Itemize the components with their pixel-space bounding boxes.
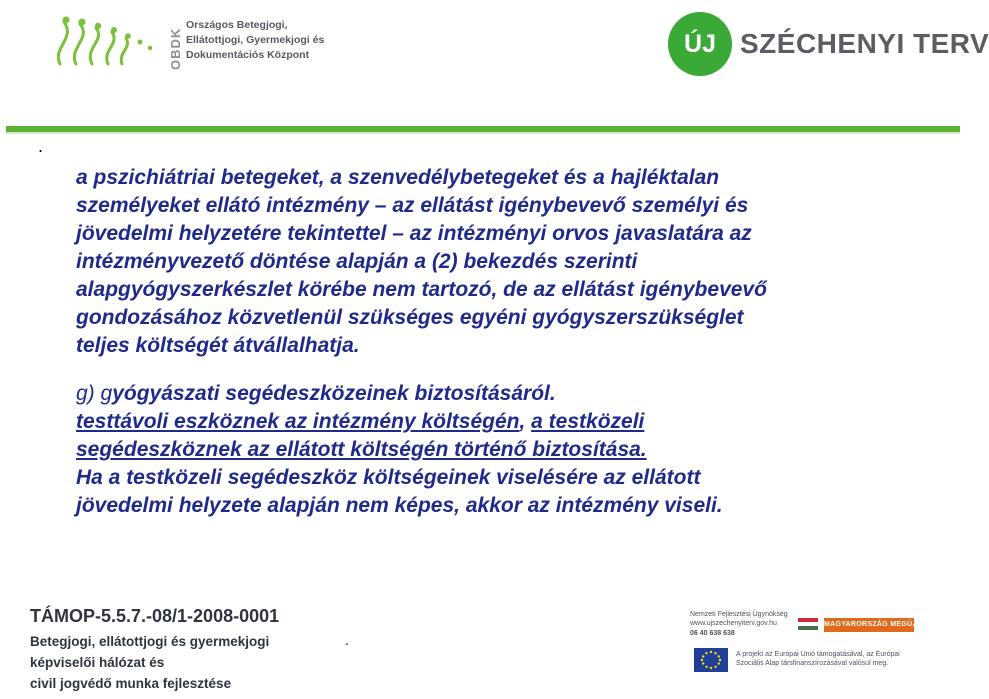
obdk-name-line: Dokumentációs Központ (186, 49, 310, 61)
obdk-vertical-label: OBDK (168, 27, 183, 70)
text-line: Ha a testközeli segédeszköz költségeinek viselésére az ellátott (76, 466, 701, 489)
project-code: TÁMOP-5.5.7.-08/1-2008-0001 (30, 606, 280, 626)
agency-line: Nemzeti Fejlesztési Ügynökség (690, 611, 788, 618)
header-divider-shadow (6, 132, 960, 134)
text-line: gondozásához közvetlenül szükséges egyéni gyógyszerszükséglet (76, 306, 744, 329)
eu-flag-icon (694, 648, 728, 672)
eu-support-line: A projekt az Európai Unió támogatásával, az Európai (736, 651, 900, 658)
section-heading (76, 380, 936, 408)
paragraph-aids (76, 380, 936, 520)
section-letter: g) g (76, 382, 113, 405)
project-line: Betegjogi, ellátottjogi és gyermekjogi (30, 634, 270, 649)
obdk-name-line: Országos Betegjogi, (186, 19, 288, 31)
agency-phone: 06 40 638 638 (690, 630, 735, 637)
section-heading-text: yógyászati segédeszközeinek biztosításáról. (112, 382, 556, 405)
text-line: jövedelmi helyzetére tekintettel – az intézményi orvos javaslatára az (76, 222, 752, 245)
uj-badge: ÚJ (668, 12, 732, 76)
underlined-line: segédeszköznek az ellátott költségén történő biztosítása. (76, 438, 647, 461)
obdk-name-line: Ellátottjogi, Gyermekjogi és (186, 34, 325, 46)
text-line: alapgyógyszerkészlet körébe nem tartozó, de az ellátást igénybevevő (76, 278, 767, 301)
hungarian-flag-icon (798, 618, 818, 630)
obdk-name (186, 18, 324, 63)
agency-text (690, 610, 790, 628)
text-line: intézményvezető döntése alapján a (2) bekezdés szerinti (76, 250, 638, 273)
text-line: a pszichiátriai betegeket, a szenvedélybetegeket és a hajléktalan (76, 166, 720, 189)
paragraph-medication (76, 164, 936, 360)
body-text (76, 164, 936, 520)
magyarorszag-megujul-badge: MAGYARORSZÁG MEGÚJUL (824, 618, 914, 632)
body-dot: . (38, 136, 44, 156)
obdk-logo (50, 10, 325, 72)
szechenyi-terv-logo (668, 12, 989, 76)
project-line: civil jogvédő munka fejlesztése (30, 676, 232, 691)
szechenyi-terv-text: SZÉCHENYI TERV (740, 28, 989, 59)
underlined-text: testtávoli eszköznek az intézmény költségén (76, 410, 520, 433)
text-line (76, 408, 936, 436)
agency-line: www.ujszechenyiterv.gov.hu (690, 620, 777, 627)
text-line: jövedelmi helyzete alapján nem képes, akkor az intézmény viseli. (76, 494, 723, 517)
project-info (30, 606, 279, 694)
eu-support-text (736, 650, 926, 668)
text-line: teljes költségét átvállalhatja. (76, 334, 360, 357)
footer-dot: . (345, 632, 349, 648)
underlined-text: a testközeli (531, 410, 645, 433)
separator-text: , (519, 410, 532, 433)
project-line: képviselői hálózat és (30, 655, 165, 670)
obdk-figures-icon (50, 16, 162, 68)
eu-stars-icon (694, 648, 728, 672)
text-line: személyeket ellátó intézmény – az ellátást igénybevevő személyi és (76, 194, 749, 217)
partner-logos (690, 608, 930, 678)
eu-support-line: Szociális Alap társfinanszírozásával valósul meg. (736, 660, 889, 667)
